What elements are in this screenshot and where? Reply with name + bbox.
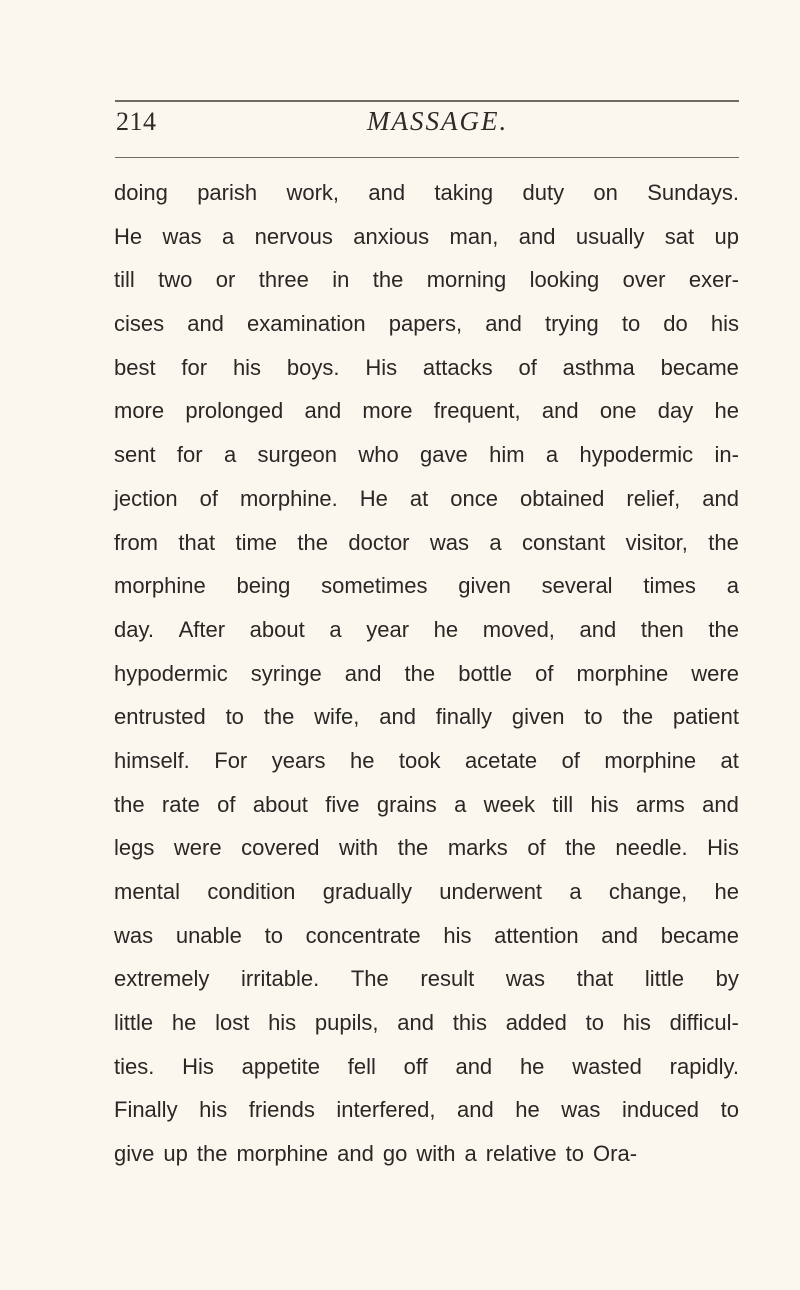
word: day	[657, 398, 694, 424]
word: taking	[434, 180, 494, 205]
word: The	[350, 966, 389, 992]
word: mental	[114, 879, 181, 904]
word: lost	[215, 1010, 250, 1036]
word: wife,	[314, 704, 360, 730]
word: constant	[522, 529, 606, 555]
word: little	[114, 1010, 154, 1036]
word: the	[565, 835, 596, 861]
page-number: 214	[116, 107, 157, 136]
word: of	[199, 485, 218, 511]
word: three	[258, 267, 309, 293]
word: to	[720, 1097, 739, 1123]
word: frequent,	[433, 398, 521, 424]
word: arms	[635, 791, 685, 817]
word: finally	[435, 704, 493, 730]
word: and	[702, 485, 739, 511]
word: result	[420, 966, 475, 992]
word: on	[593, 180, 618, 205]
page-header	[116, 101, 738, 155]
word: off	[403, 1053, 428, 1079]
word: and	[579, 616, 617, 642]
text-line	[114, 215, 739, 259]
word: and	[397, 1010, 434, 1036]
word: visitor,	[625, 529, 688, 555]
word: difficul-	[669, 1010, 739, 1036]
word: to	[585, 1010, 604, 1036]
word: added	[505, 1010, 567, 1036]
word: sometimes	[321, 573, 428, 599]
word: morphine	[604, 747, 697, 773]
word: parish	[197, 180, 258, 205]
text-line	[114, 1132, 739, 1176]
word: hypodermic	[114, 660, 228, 686]
word: relative	[485, 1141, 557, 1167]
word: given	[458, 573, 511, 599]
word: day.	[114, 616, 154, 642]
word: he	[349, 747, 375, 773]
word: his	[622, 1010, 651, 1036]
text-line	[114, 346, 739, 390]
word: he	[433, 616, 459, 642]
text-line	[114, 302, 739, 346]
word: his	[268, 1010, 297, 1036]
word: in-	[714, 442, 739, 468]
word: prolonged	[185, 398, 284, 424]
word: interfered,	[336, 1097, 436, 1123]
word: took	[398, 747, 441, 773]
word: cises	[114, 311, 165, 337]
word: morning	[426, 267, 507, 293]
word: appetite	[241, 1053, 320, 1079]
text-line	[114, 1088, 739, 1132]
word: became	[660, 922, 739, 948]
word: looking	[529, 267, 600, 293]
word: best	[114, 354, 156, 380]
word: patient	[672, 704, 739, 730]
word: anxious	[353, 223, 430, 249]
word: year	[366, 616, 410, 642]
word: he	[714, 398, 739, 424]
word: rapidly.	[669, 1053, 739, 1079]
word: work,	[286, 180, 340, 205]
word: for	[176, 442, 203, 468]
word: His	[707, 835, 739, 861]
word: him	[489, 442, 525, 468]
word: acetate	[464, 747, 538, 773]
word: doing	[114, 180, 168, 205]
word: morphine.	[239, 485, 338, 511]
word: go	[382, 1141, 408, 1167]
word: his	[710, 311, 739, 337]
word: and	[702, 791, 739, 817]
word: a	[454, 791, 467, 817]
word: and	[304, 398, 342, 424]
word: more	[114, 398, 165, 424]
word: and	[541, 398, 579, 424]
word: Sundays.	[647, 180, 739, 205]
word: then	[640, 616, 684, 642]
word: his	[232, 354, 262, 380]
word: he	[714, 879, 739, 904]
word: exer-	[688, 267, 739, 293]
word: of	[527, 835, 546, 861]
word: examination	[247, 311, 366, 337]
word: attention	[494, 922, 579, 948]
word: For	[214, 747, 248, 773]
word: who	[358, 442, 399, 468]
text-line	[114, 1001, 739, 1045]
word: of	[217, 791, 236, 817]
word: his	[590, 791, 619, 817]
word: and	[368, 180, 406, 205]
word: was	[505, 966, 545, 992]
word: and	[344, 660, 382, 686]
word: a	[464, 1141, 477, 1167]
text-line	[114, 521, 739, 565]
word: at	[409, 485, 429, 511]
word: papers,	[388, 311, 463, 337]
word: relief,	[626, 485, 681, 511]
text-line	[114, 739, 739, 783]
text-line	[114, 564, 739, 608]
word: given	[511, 704, 565, 730]
word: sat	[664, 223, 695, 249]
word: grains	[376, 791, 437, 817]
word: several	[541, 573, 613, 599]
text-line	[114, 783, 739, 827]
word: After	[178, 616, 226, 642]
text-line	[114, 870, 739, 914]
word: week	[483, 791, 536, 817]
word: up	[714, 223, 739, 249]
word: that	[576, 966, 614, 992]
word: nervous	[254, 223, 333, 249]
word: gradually	[322, 879, 412, 904]
text-line	[114, 477, 739, 521]
word: moved,	[482, 616, 555, 642]
word: a	[726, 573, 739, 599]
word: years	[271, 747, 326, 773]
word: morphine	[236, 1141, 329, 1167]
word: with	[416, 1141, 456, 1167]
word: the	[622, 704, 654, 730]
word: to	[565, 1141, 585, 1167]
word: the	[372, 267, 404, 293]
word: He	[359, 485, 388, 511]
word: Ora-	[593, 1141, 638, 1167]
word: the	[297, 529, 328, 555]
word: and	[455, 1053, 493, 1079]
word: a	[569, 879, 582, 904]
word: the	[404, 660, 436, 686]
word: till	[552, 791, 574, 817]
word: attacks	[422, 354, 493, 380]
word: at	[720, 747, 739, 773]
word: jection	[114, 485, 178, 511]
text-line	[114, 171, 739, 215]
word: surgeon	[257, 442, 338, 468]
word: bottle	[458, 660, 513, 686]
word: the	[708, 616, 739, 642]
word: and	[187, 311, 224, 337]
word: trying	[544, 311, 599, 337]
word: about	[249, 616, 305, 642]
word: he	[519, 1053, 545, 1079]
word: his	[443, 922, 472, 948]
word: a	[223, 442, 237, 468]
text-line	[114, 695, 739, 739]
word: asthma	[562, 354, 635, 380]
word: underwent	[439, 879, 543, 904]
word: was	[162, 223, 202, 249]
word: the	[196, 1141, 228, 1167]
word: obtained	[520, 485, 605, 511]
word: and	[518, 223, 556, 249]
word: hypodermic	[579, 442, 694, 468]
word: and	[601, 922, 638, 948]
word: induced	[621, 1097, 700, 1123]
word: to	[264, 922, 283, 948]
word: man,	[449, 223, 499, 249]
word: the	[708, 529, 739, 555]
word: condition	[207, 879, 296, 904]
word: were	[173, 835, 222, 861]
text-line	[114, 433, 739, 477]
word: and	[337, 1141, 374, 1167]
text-line	[114, 389, 739, 433]
word: doctor	[348, 529, 410, 555]
word: change,	[608, 879, 688, 904]
word: of	[561, 747, 580, 773]
word: pupils,	[314, 1010, 379, 1036]
word: being	[236, 573, 291, 599]
word: that	[178, 529, 216, 555]
word: in	[332, 267, 350, 293]
word: time	[235, 529, 278, 555]
word: wasted	[572, 1053, 642, 1079]
text-line	[114, 914, 739, 958]
word: about	[252, 791, 308, 817]
word: for	[181, 354, 208, 380]
word: by	[715, 966, 739, 992]
word: his	[199, 1097, 228, 1123]
word: covered	[241, 835, 320, 861]
word: the	[397, 835, 429, 861]
word: a	[489, 529, 502, 555]
word: morphine	[576, 660, 669, 686]
text-line	[114, 1045, 739, 1089]
word: legs	[114, 835, 155, 861]
word: entrusted	[114, 704, 206, 730]
word: and	[485, 311, 522, 337]
word: and	[457, 1097, 494, 1123]
word: rate	[161, 791, 200, 817]
word: morphine	[114, 573, 206, 599]
word: he	[515, 1097, 540, 1123]
word: with	[339, 835, 379, 861]
word: gave	[420, 442, 468, 468]
word: over	[622, 267, 666, 293]
word: more	[362, 398, 413, 424]
word: times	[643, 573, 696, 599]
word: Finally	[114, 1097, 178, 1123]
word: little	[644, 966, 685, 992]
word: till	[114, 267, 135, 293]
word: His	[182, 1053, 214, 1079]
header-bottom-rule	[115, 157, 739, 158]
word: boys.	[286, 354, 340, 380]
word: needle.	[615, 835, 688, 861]
word: was	[561, 1097, 601, 1123]
word: and	[379, 704, 416, 730]
word: give	[114, 1141, 155, 1167]
word: friends	[248, 1097, 315, 1123]
word: duty	[522, 180, 565, 205]
word: the	[114, 791, 145, 817]
word: the	[263, 704, 295, 730]
text-line	[114, 826, 739, 870]
word: irritable.	[240, 966, 320, 992]
word: were	[691, 660, 739, 686]
word: was	[114, 922, 154, 948]
word: became	[660, 354, 739, 380]
word: one	[599, 398, 637, 424]
word: fell	[347, 1053, 376, 1079]
word: ties.	[114, 1053, 155, 1079]
word: do	[663, 311, 688, 337]
word: two	[158, 267, 193, 293]
word: unable	[175, 922, 242, 948]
text-line	[114, 608, 739, 652]
word: up	[163, 1141, 188, 1167]
word: to	[584, 704, 603, 730]
word: he	[171, 1010, 197, 1036]
word: was	[429, 529, 470, 555]
word: from	[114, 529, 158, 555]
word: sent	[114, 442, 156, 468]
word: once	[450, 485, 498, 511]
text-line	[114, 957, 739, 1001]
text-line	[114, 652, 739, 696]
word: a	[222, 223, 235, 249]
word: syringe	[250, 660, 322, 686]
word: usually	[575, 223, 645, 249]
text-line	[114, 258, 739, 302]
word: or	[215, 267, 236, 293]
running-head: MASSAGE.	[367, 106, 509, 136]
word: His	[365, 354, 398, 380]
word: this	[452, 1010, 487, 1036]
word: concentrate	[305, 922, 421, 948]
word: a	[329, 616, 342, 642]
word: a	[545, 442, 559, 468]
word: of	[518, 354, 537, 380]
word: marks	[447, 835, 508, 861]
word: himself.	[114, 747, 190, 773]
word: to	[621, 311, 641, 337]
word: of	[535, 660, 554, 686]
word: to	[225, 704, 244, 730]
word: extremely	[114, 966, 210, 992]
body-text	[114, 171, 739, 1176]
word: five	[325, 791, 360, 817]
word: He	[114, 223, 143, 249]
